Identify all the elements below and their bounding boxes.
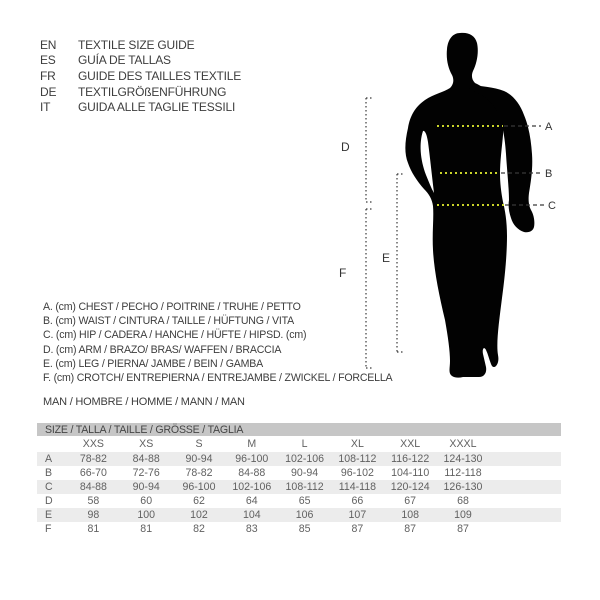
row-label: F — [45, 523, 52, 535]
table-cell: 102-106 — [285, 453, 325, 465]
table-cell: 104 — [242, 509, 261, 521]
col-header-xxs: XXS — [82, 438, 104, 450]
table-cell: 106 — [295, 509, 314, 521]
measurement-line-arm: D. (cm) ARM / BRAZO/ BRAS/ WAFFEN / BRACCIA — [43, 343, 282, 356]
table-cell: 68 — [457, 495, 469, 507]
table-cell: 81 — [87, 523, 100, 535]
table-cell: 114-118 — [338, 481, 377, 493]
table-cell: 107 — [348, 509, 367, 521]
table-cell: 72-76 — [132, 467, 160, 479]
table-cell: 108 — [401, 509, 420, 521]
table-cell: 112-118 — [444, 467, 482, 479]
table-row — [37, 452, 561, 466]
crotch-bracket-label: F — [339, 266, 347, 280]
table-cell: 126-130 — [443, 481, 483, 493]
chest-label: A — [545, 121, 553, 133]
table-cell: 65 — [298, 495, 311, 507]
table-cell: 102 — [190, 509, 208, 521]
table-cell: 96-100 — [235, 453, 269, 465]
row-label: E — [45, 509, 53, 521]
table-cell: 82 — [193, 523, 205, 535]
table-row — [37, 522, 561, 536]
table-cell: 120-124 — [390, 481, 430, 493]
col-header-xxl: XXL — [400, 438, 421, 450]
table-cell: 108-112 — [338, 453, 377, 465]
col-header-l: L — [301, 438, 308, 450]
table-cell: 90-94 — [185, 453, 213, 465]
table-cell: 104-110 — [391, 467, 430, 479]
table-cell: 58 — [87, 495, 100, 507]
size-table — [37, 423, 561, 536]
col-header-xs: XS — [139, 438, 154, 450]
table-cell: 108-112 — [285, 481, 324, 493]
table-cell: 109 — [454, 509, 472, 521]
lang-title: GUIDE DES TAILLES TEXTILE — [78, 68, 242, 83]
col-header-xl: XL — [350, 438, 364, 450]
measurement-line-waist: B. (cm) WAIST / CINTURA / TAILLE / HÜFTUNG / VITA — [43, 315, 294, 328]
table-cell: 84-88 — [132, 453, 160, 465]
hip-label: C — [548, 200, 556, 212]
table-cell: 90-94 — [291, 467, 319, 479]
table-cell: 85 — [298, 523, 311, 535]
row-label: B — [45, 467, 53, 479]
measurement-line-leg: E. (cm) LEG / PIERNA/ JAMBE / BEIN / GAMBA — [43, 357, 263, 370]
arm-bracket — [366, 98, 374, 202]
table-cell: 87 — [404, 523, 417, 535]
measurement-line-crotch: F. (cm) CROTCH/ ENTREPIERNA / ENTREJAMBE / ZWICKEL / FORCELLA — [43, 371, 393, 384]
leg-bracket-label: E — [382, 251, 391, 265]
lang-code: ES — [40, 53, 56, 68]
table-row — [37, 466, 561, 480]
table-row — [37, 480, 561, 494]
table-cell: 67 — [404, 495, 417, 507]
table-cell: 64 — [245, 495, 258, 507]
table-cell: 66-70 — [79, 467, 107, 479]
table-cell: 98 — [87, 509, 100, 521]
lang-title: GUIDA ALLE TAGLIE TESSILI — [78, 100, 236, 115]
table-row — [37, 494, 561, 508]
col-header-xxxl: XXXL — [449, 438, 477, 450]
table-cell: 84-88 — [238, 467, 266, 479]
leg-bracket — [397, 174, 403, 352]
col-header-m: M — [247, 438, 257, 450]
col-header-s: S — [195, 438, 203, 450]
table-cell: 96-100 — [182, 481, 216, 493]
table-cell: 60 — [140, 495, 153, 507]
lang-code: DE — [40, 84, 57, 99]
table-cell: 96-102 — [340, 467, 374, 479]
lang-code: FR — [40, 68, 56, 83]
measurement-line-chest: A. (cm) CHEST / PECHO / POITRINE / TRUHE / PETTO — [43, 301, 301, 313]
measurement-line-hip: C. (cm) HIP / CADERA / HANCHE / HÜFTE / HIPSD. (cm) — [43, 329, 307, 342]
table-cell: 124-130 — [443, 453, 483, 465]
table-cell: 102-106 — [232, 481, 272, 493]
lang-code: IT — [40, 100, 51, 115]
lang-title: GUÍA DE TALLAS — [78, 53, 171, 68]
table-cell: 84-88 — [79, 481, 107, 493]
size-table-header-row — [37, 436, 561, 452]
table-cell: 90-94 — [132, 481, 160, 493]
table-cell: 66 — [351, 495, 364, 507]
size-table-title: SIZE / TALLA / TAILLE / GRÖSSE / TAGLIA — [37, 423, 561, 436]
table-cell: 62 — [193, 495, 205, 507]
lang-title: TEXTILE SIZE GUIDE — [78, 37, 195, 52]
waist-label: B — [545, 168, 553, 180]
table-cell: 81 — [140, 523, 153, 535]
arm-bracket-label: D — [341, 140, 350, 154]
table-cell: 100 — [137, 509, 156, 521]
table-cell: 116-122 — [391, 453, 430, 465]
measurement-descriptions — [43, 300, 392, 385]
table-cell: 78-82 — [79, 453, 107, 465]
table-cell: 87 — [457, 523, 469, 535]
table-cell: 78-82 — [185, 467, 213, 479]
row-label: A — [45, 453, 53, 465]
lang-title: TEXTILGRÖßENFÜHRUNG — [78, 84, 227, 99]
table-row — [37, 508, 561, 522]
lang-code: EN — [40, 37, 57, 52]
row-label: C — [45, 481, 53, 493]
row-label: D — [45, 495, 53, 507]
table-cell: 83 — [245, 523, 258, 535]
table-cell: 87 — [351, 523, 364, 535]
gender-line: MAN / HOMBRE / HOMME / MANN / MAN — [43, 396, 245, 408]
man-silhouette — [405, 33, 507, 378]
